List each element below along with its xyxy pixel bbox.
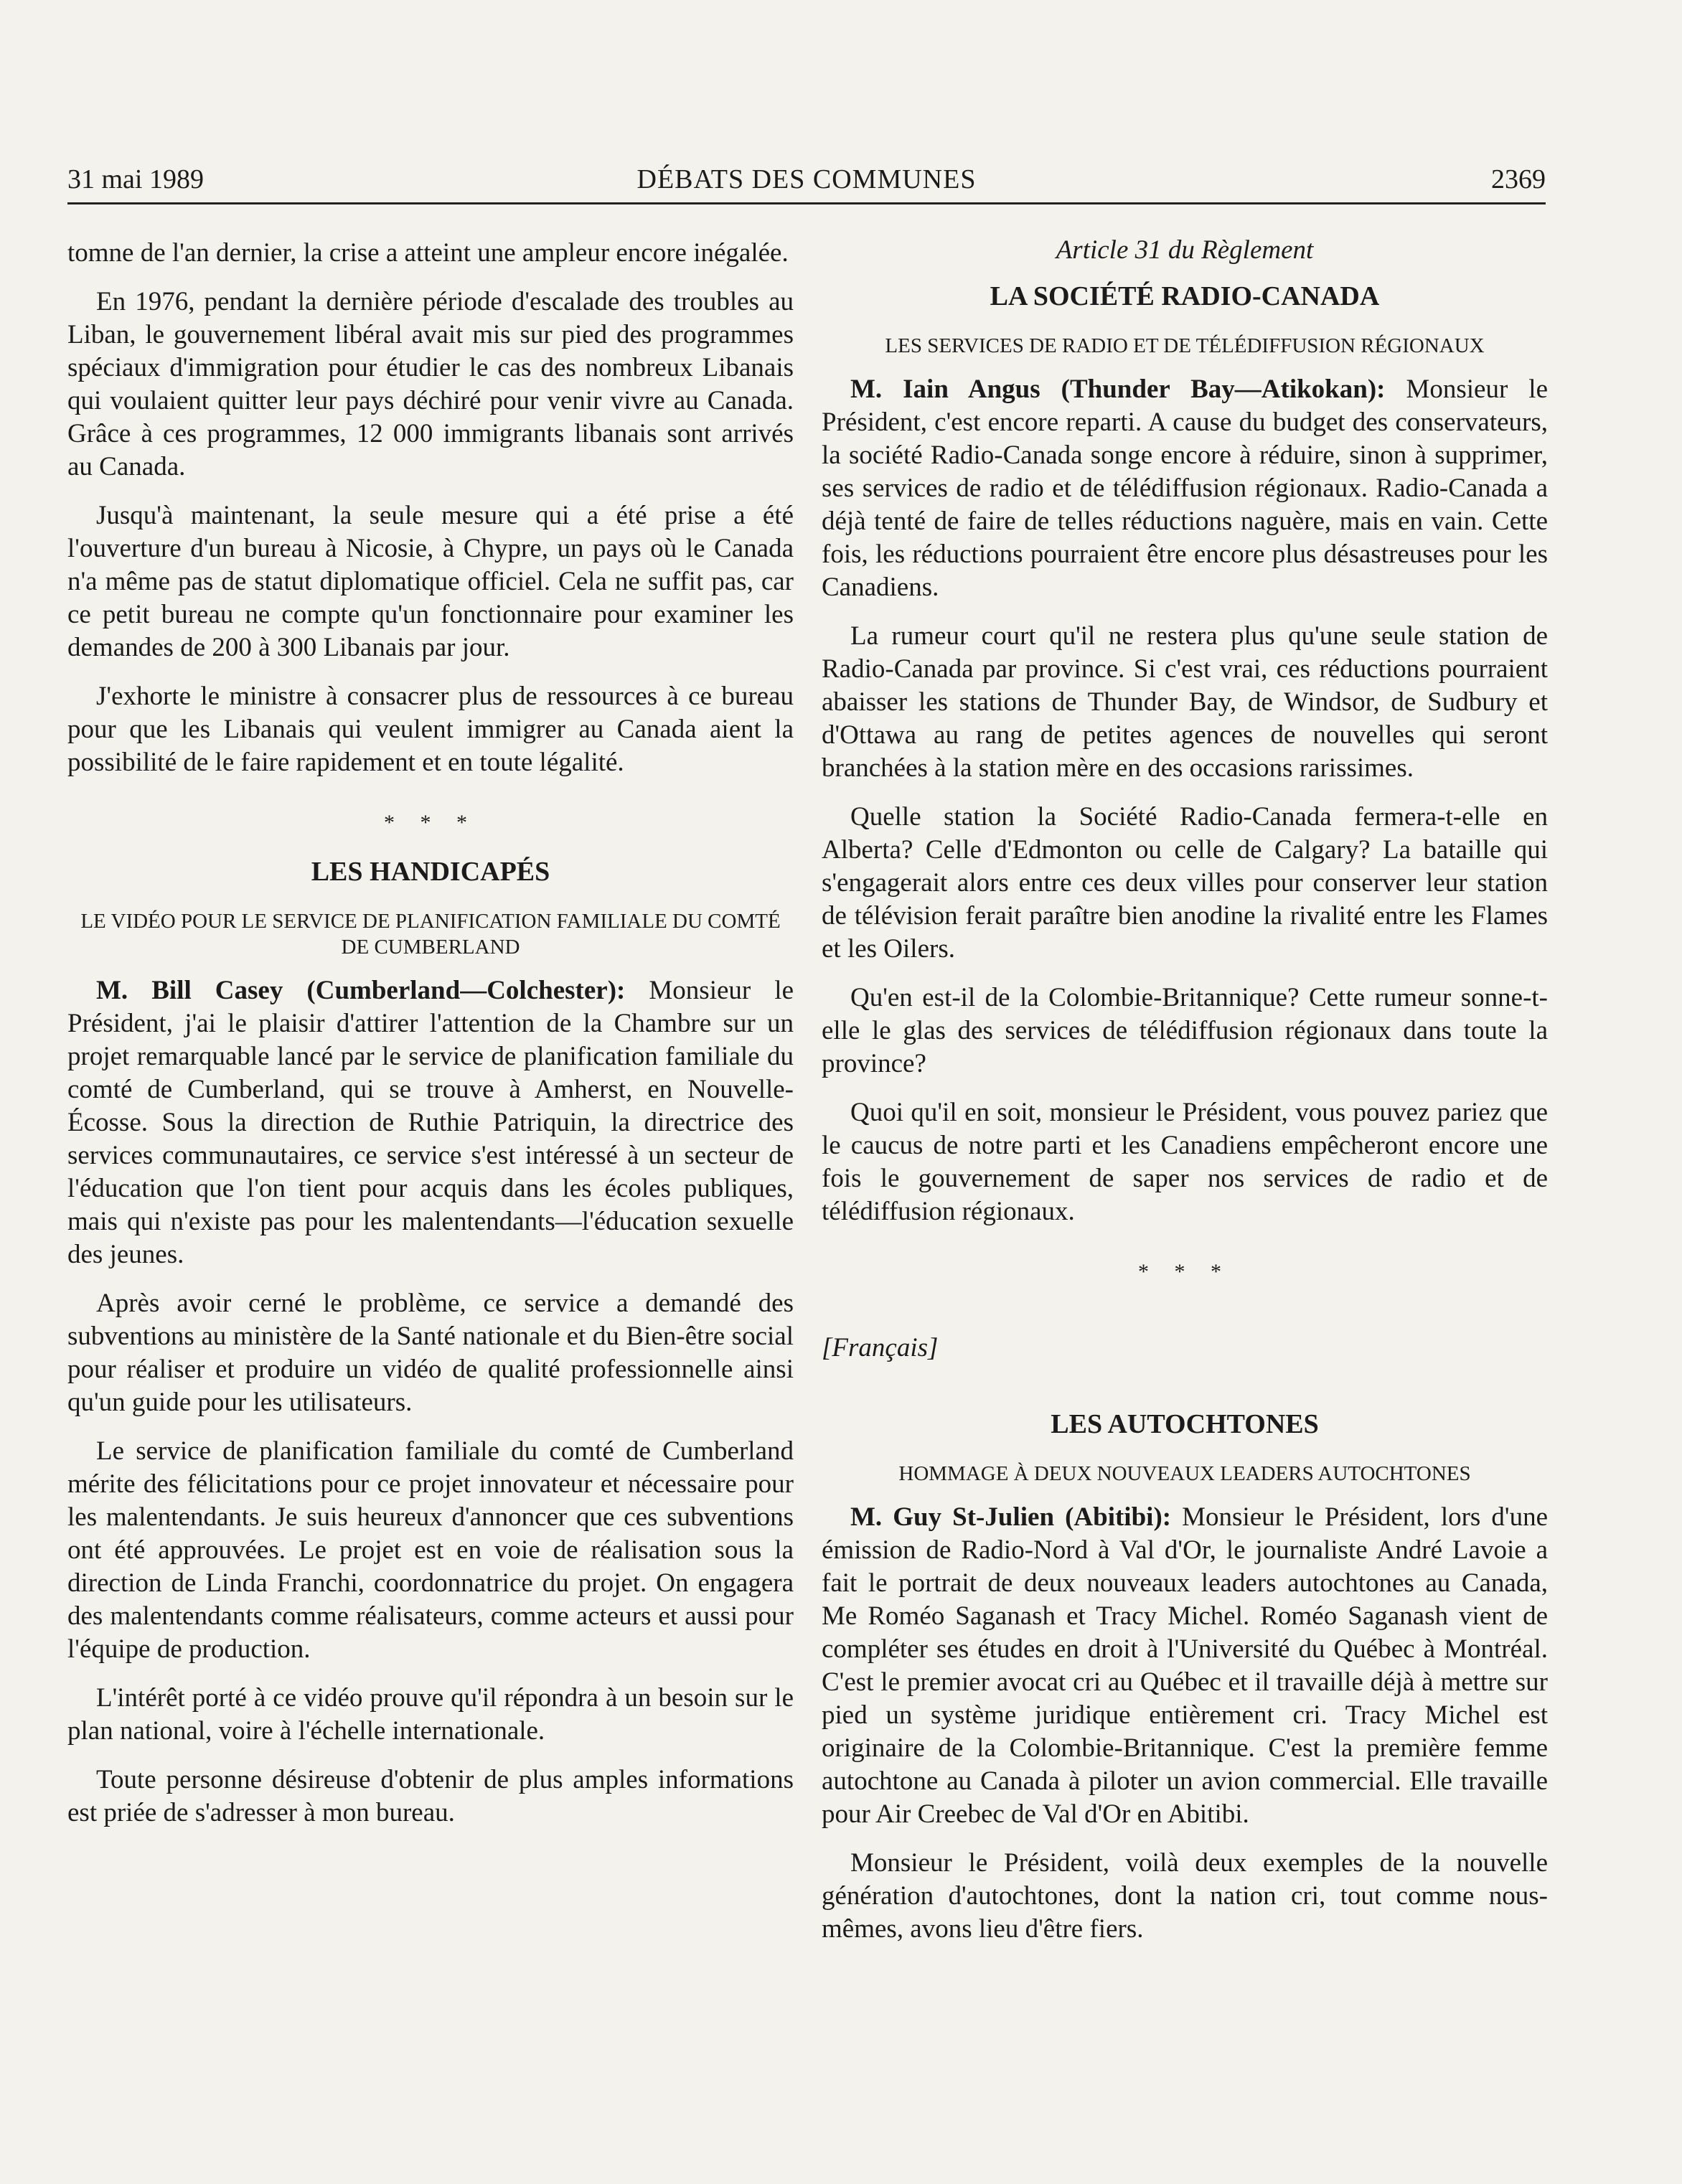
- header-date: 31 mai 1989: [67, 164, 204, 194]
- speaker-name: M. Guy St-Julien (Abitibi):: [850, 1502, 1172, 1532]
- section-separator: * * *: [1138, 1260, 1231, 1284]
- right-column: [822, 234, 1548, 1962]
- speaker-name: M. Iain Angus (Thunder Bay—Atikokan):: [850, 375, 1386, 404]
- section-subtitle: LE VIDÉO POUR LE SERVICE DE PLANIFICATION FAMILIALE DU COMTÉ DE CUMBERLAND: [80, 910, 781, 959]
- page-header: [67, 159, 1546, 204]
- rubric: Article 31 du Règlement: [1056, 235, 1314, 265]
- paragraph: Monsieur le Président, voilà deux exemples de la nouvelle génération d'autochtones, dont la nation cri, tout comme nous-mêmes, avons lieu d'être fiers.: [822, 1848, 1548, 1944]
- left-column: [67, 237, 794, 1845]
- section-subtitle: HOMMAGE À DEUX NOUVEAUX LEADERS AUTOCHTONES: [898, 1462, 1471, 1485]
- paragraph: Quoi qu'il en soit, monsieur le Président, vous pouvez pariez que le caucus de notre parti et les Canadiens empêcheront encore une fois le gouvernement de saper nos services de radio et de télédiffusion régionaux.: [822, 1098, 1548, 1226]
- paragraph: Jusqu'à maintenant, la seule mesure qui a été prise a été l'ouverture d'un bureau à Nicosie, à Chypre, un pays où le Canada n'a même pas de statut diplomatique officiel. Cela ne suffit pas, car ce petit bureau ne compte qu'un fonctionnaire pour examiner les demandes de 200 à 300 Libanais par jour.: [67, 501, 794, 662]
- paragraph: Qu'en est-il de la Colombie-Britannique? Cette rumeur sonne-t-elle le glas des services de télédiffusion régionaux dans toute la province?: [822, 983, 1548, 1078]
- paragraph: L'intérêt porté à ce vidéo prouve qu'il répondra à un besoin sur le plan national, voire à l'échelle internationale.: [67, 1683, 794, 1746]
- paragraph: Le service de planification familiale du comté de Cumberland mérite des félicitations pour ce projet innovateur et nécessaire pour les malentendants. Je suis heureux d'annoncer que ces subventions ont été approuvées. Le projet est en voie de réalisation sous la direction de Linda Franchi, coordonnatrice du projet. On engagera des malentendants comme réalisateurs, comme acteurs et aussi pour l'équipe de production.: [67, 1436, 794, 1664]
- paragraph: Toute personne désireuse d'obtenir de plus amples informations est priée de s'adresser à mon bureau.: [67, 1765, 794, 1827]
- paragraph: Après avoir cerné le problème, ce service a demandé des subventions au ministère de la Santé nationale et du Bien-être social pour réaliser et produire un vidéo de qualité professionnelle ainsi qu'un guide pour les utilisateurs.: [67, 1289, 794, 1417]
- language-marker: [Français]: [822, 1333, 939, 1362]
- speech-paragraph: [822, 373, 1548, 604]
- paragraph: La rumeur court qu'il ne restera plus qu'une seule station de Radio-Canada par province. Si c'est vrai, ces réductions pourraient abaisser les stations de Thunder Bay, de Windsor, de Sudbury et d'Ottawa au rang de petites agences de nouvelles qui seront branchées à la station mère en des occasions rarissimes.: [822, 621, 1548, 783]
- header-page-number: 2369: [1491, 164, 1546, 194]
- section-subtitle: LES SERVICES DE RADIO ET DE TÉLÉDIFFUSION RÉGIONAUX: [885, 334, 1485, 357]
- header-publication: DÉBATS DES COMMUNES: [636, 164, 977, 194]
- paragraph: J'exhorte le ministre à consacrer plus de ressources à ce bureau pour que les Libanais qui veulent immigrer au Canada aient la possibilité de le faire rapidement et en toute légalité.: [67, 682, 794, 777]
- section-title: LA SOCIÉTÉ RADIO-CANADA: [990, 281, 1380, 311]
- speech-text: Monsieur le Président, c'est encore reparti. A cause du budget des conservateurs, la société Radio-Canada songe encore à réduire, sinon à supprimer, ses services de radio et de télédiffusion régionaux. Radio-Canada a déjà tenté de faire de telles réductions naguère, mais en vain. Cette fois, les réductions pourraient être encore plus désastreuses pour les Canadiens.: [822, 375, 1548, 602]
- speaker-name: M. Bill Casey (Cumberland—Colchester):: [96, 976, 626, 1005]
- paragraph: tomne de l'an dernier, la crise a atteint une ampleur encore inégalée.: [67, 238, 789, 268]
- paragraph: En 1976, pendant la dernière période d'escalade des troubles au Liban, le gouvernement libéral avait mis sur pied des programmes spéciaux d'immigration pour étudier le cas des nombreux Libanais qui voulaient quitter leur pays déchiré pour venir vivre au Canada. Grâce à ces programmes, 12 000 immigrants libanais sont arrivés au Canada.: [67, 287, 794, 481]
- speech-paragraph: [67, 974, 794, 1271]
- speech-text: Monsieur le Président, lors d'une émission de Radio-Nord à Val d'Or, le journaliste André Lavoie a fait le portrait de deux nouveaux leaders autochtones au Canada, Me Roméo Saganash et Tracy Michel. Roméo Saganash vient de compléter ses études en droit à l'Université du Québec à Montréal. C'est le premier avocat cri au Québec et il travaille déjà à mettre sur pied un système juridique entièrement cri. Tracy Michel est originaire de la Colombie-Britannique. C'est la première femme autochtone au Canada à piloter un avion commercial. Elle travaille pour Air Creebec de Val d'Or en Abitibi.: [822, 1502, 1548, 1829]
- section-title: LES HANDICAPÉS: [311, 857, 550, 887]
- section-separator: * * *: [384, 811, 477, 834]
- speech-text: Monsieur le Président, j'ai le plaisir d'attirer l'attention de la Chambre sur un projet remarquable lancé par le service de planification familiale du comté de Cumberland, qui se trouve à Amherst, en Nouvelle-Écosse. Sous la direction de Ruthie Patriquin, la directrice des services communautaires, ce service s'est intéressé à un secteur de l'éducation que l'on tient pour acquis dans les écoles publiques, mais qui n'existe pas pour les malentendants—l'éducation sexuelle des jeunes.: [67, 976, 794, 1269]
- section-title: LES AUTOCHTONES: [1051, 1409, 1319, 1439]
- speech-paragraph: [822, 1501, 1548, 1831]
- paragraph: Quelle station la Société Radio-Canada fermera-t-elle en Alberta? Celle d'Edmonton ou celle de Calgary? La bataille qui s'engagerait alors entre ces deux villes pour conserver leur station de télévision ferait paraître bien anodine la rivalité entre les Flames et les Oilers.: [822, 802, 1548, 964]
